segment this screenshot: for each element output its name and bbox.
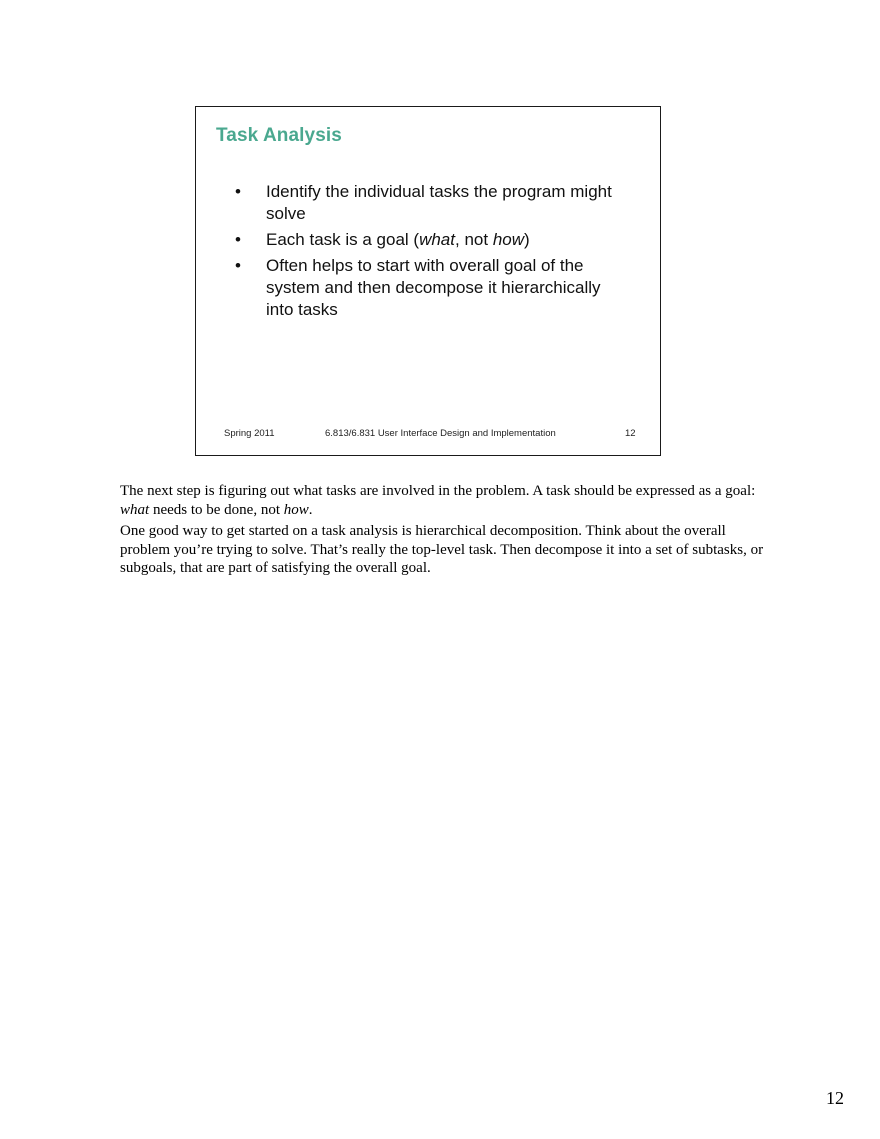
notes-paragraph: The next step is figuring out what tasks are involved in the problem. A task should be expressed as a goal: what needs to be done, not how. (120, 483, 756, 518)
bullet-glyph: • (235, 182, 241, 201)
bullet-text: Identify the individual tasks the program might solve (266, 182, 612, 223)
footer-slide-number: 12 (625, 428, 636, 439)
slide-footer (196, 428, 660, 442)
bullet-text: Each task is a goal (what, not how) (266, 230, 530, 249)
bullet-item (232, 181, 612, 225)
slide-frame (195, 106, 661, 456)
bullet-list (232, 181, 612, 325)
footer-course: 6.813/6.831 User Interface Design and Implementation (325, 428, 556, 439)
page-number: 12 (826, 1088, 844, 1108)
footer-date: Spring 2011 (224, 428, 275, 439)
bullet-glyph: • (235, 256, 241, 275)
notes-paragraph: One good way to get started on a task analysis is hierarchical decomposition. Think about the overall problem you’re trying to solve. That’s really the top-level task. Then decompose it into a set of subtasks, or subgoals, that are part of satisfying the overall goal. (120, 523, 764, 576)
bullet-glyph: • (235, 230, 241, 249)
bullet-text: Often helps to start with overall goal of the system and then decompose it hierarchically into tasks (266, 256, 601, 319)
lecture-notes (120, 482, 765, 581)
bullet-item (232, 229, 612, 251)
slide-title: Task Analysis (216, 125, 342, 146)
bullet-item (232, 255, 612, 321)
